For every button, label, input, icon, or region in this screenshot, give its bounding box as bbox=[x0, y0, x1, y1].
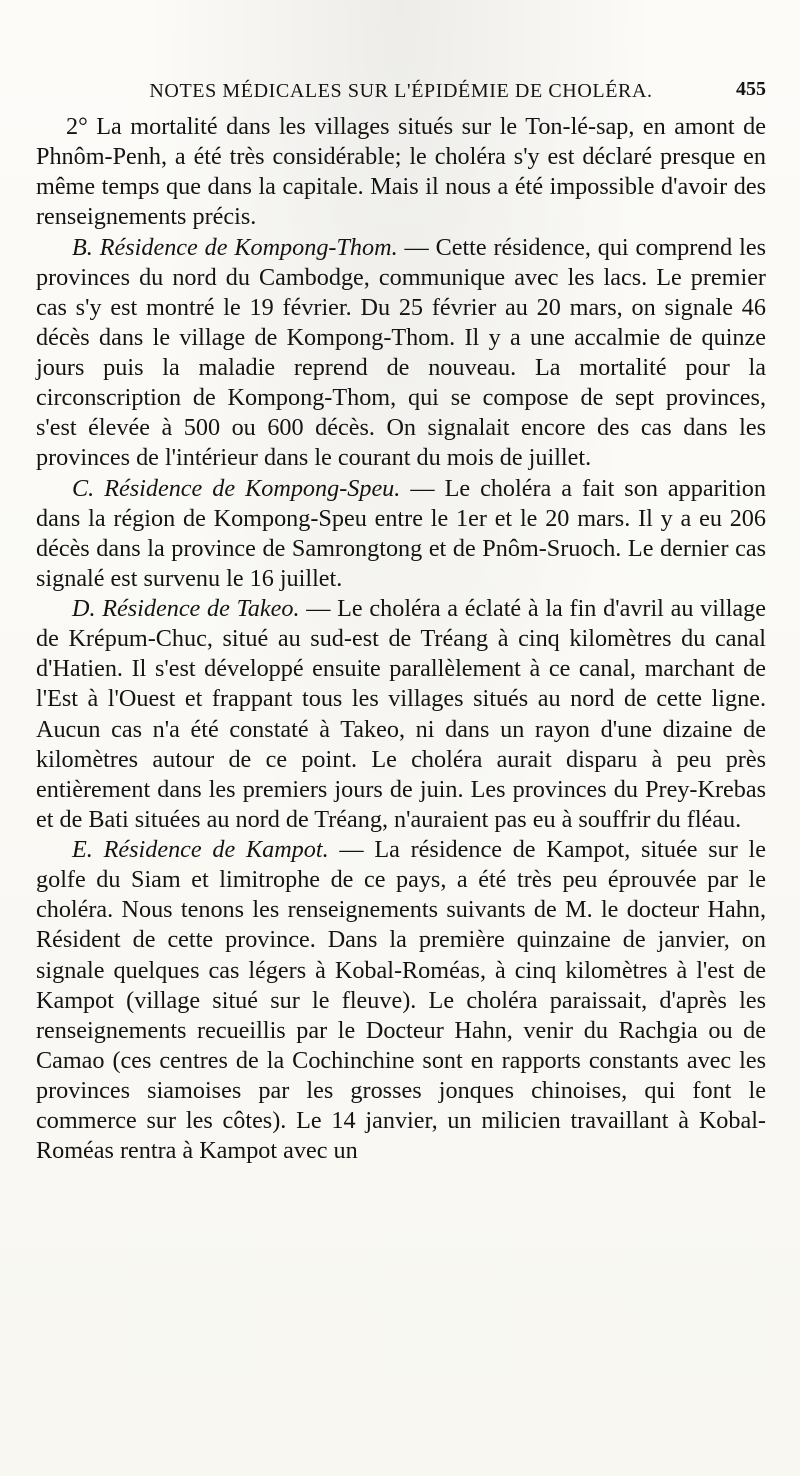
paragraph-text: — Le choléra a éclaté à la fin d'avril au village de Krépum-Chuc, situé au sud-est de Tréang à cinq kilomètres du canal d'Hatien. Il s'est développé ensuite parallèlement à ce canal, marchant de l'Est à l'Ouest et frappant tous les villages situés au nord de cette ligne. Aucun cas n'a été constaté à Takeo, ni dans un rayon d'une dizaine de kilomètres autour de ce point. Le choléra aurait disparu à peu près entièrement dans les premiers jours de juin. Les provinces du Prey-Krebas et de Bati situées au nord de Tréang, n'auraient pas eu à souffrir du fléau. bbox=[36, 595, 767, 833]
section-heading: Résidence de Kompong-Thom. bbox=[99, 233, 398, 261]
section-heading: Résidence de Kompong-Speu. bbox=[104, 474, 401, 502]
paragraph-text: — Cette résidence, qui comprend les provinces du nord du Cambodge, communique avec les lacs. Le premier cas s'y est montré le 19 février. Du 25 février au 20 mars, on signale 46 décès dans le village de Kompong-Thom. Il y a une accalmie de quinze jours puis la maladie reprend de nouveau. La mortalité pour la circonscription de Kompong-Thom, qui se compose de sept provinces, s'est élevée à 500 ou 600 décès. On signalait encore des cas dans les provinces de l'intérieur dans le courant du mois de juillet. bbox=[36, 233, 766, 472]
section-letter: B. bbox=[72, 233, 93, 261]
paragraph-mortality-tonle-sap bbox=[36, 112, 766, 233]
paragraph-kompong-speu bbox=[36, 474, 766, 595]
section-letter: D. bbox=[72, 595, 96, 622]
paragraph-kampot bbox=[36, 835, 766, 1166]
paragraph-takeo bbox=[36, 594, 766, 835]
paragraph-text: — Le choléra a fait son apparition dans la région de Kompong-Speu entre le 1er et le 20 mars. Il y a eu 206 décès dans la province de Samrongtong et de Pnôm-Sruoch. Le dernier cas signalé est survenu le 16 juillet. bbox=[36, 474, 766, 592]
section-letter: C. bbox=[72, 474, 95, 502]
section-heading: Résidence de Kampot. bbox=[103, 836, 329, 863]
paragraph-text: — La résidence de Kampot, située sur le golfe du Siam et limitrophe de ce pays, a été très peu éprouvée par le choléra. Nous tenons les renseignements suivants de M. le docteur Hahn, Résident de cette province. Dans la première quinzaine de janvier, on signale quelques cas légers à Kobal-Roméas, à cinq kilomètres à l'est de Kampot (village situé sur le fleuve). Le choléra paraissait, d'après les renseignements recueillis par le Docteur Hahn, venir du Rachgia ou de Camao (ces centres de la Cochinchine sont en rapports constants avec les provinces siamoises par les grosses jonques chinoises, qui font le commerce sur les côtes). Le 14 janvier, un milicien travaillant à Kobal-Roméas rentra à Kampot avec un bbox=[36, 836, 766, 1165]
page-number: 455 bbox=[736, 78, 766, 100]
running-title: NOTES MÉDICALES SUR L'ÉPIDÉMIE DE CHOLÉRA. bbox=[149, 80, 653, 102]
paragraph-kompong-thom bbox=[36, 233, 766, 474]
section-letter: E. bbox=[72, 836, 93, 863]
paragraph-text: 2° La mortalité dans les villages situés sur le Ton-lé-sap, en amont de Phnôm-Penh, a été très considérable; le choléra s'y est déclaré presque en même temps que dans la capitale. Mais il nous a été impossible d'avoir des renseignements précis. bbox=[36, 113, 766, 231]
section-heading: Résidence de Takeo. bbox=[102, 595, 300, 622]
body-text bbox=[36, 112, 766, 1166]
page-header bbox=[36, 74, 766, 110]
